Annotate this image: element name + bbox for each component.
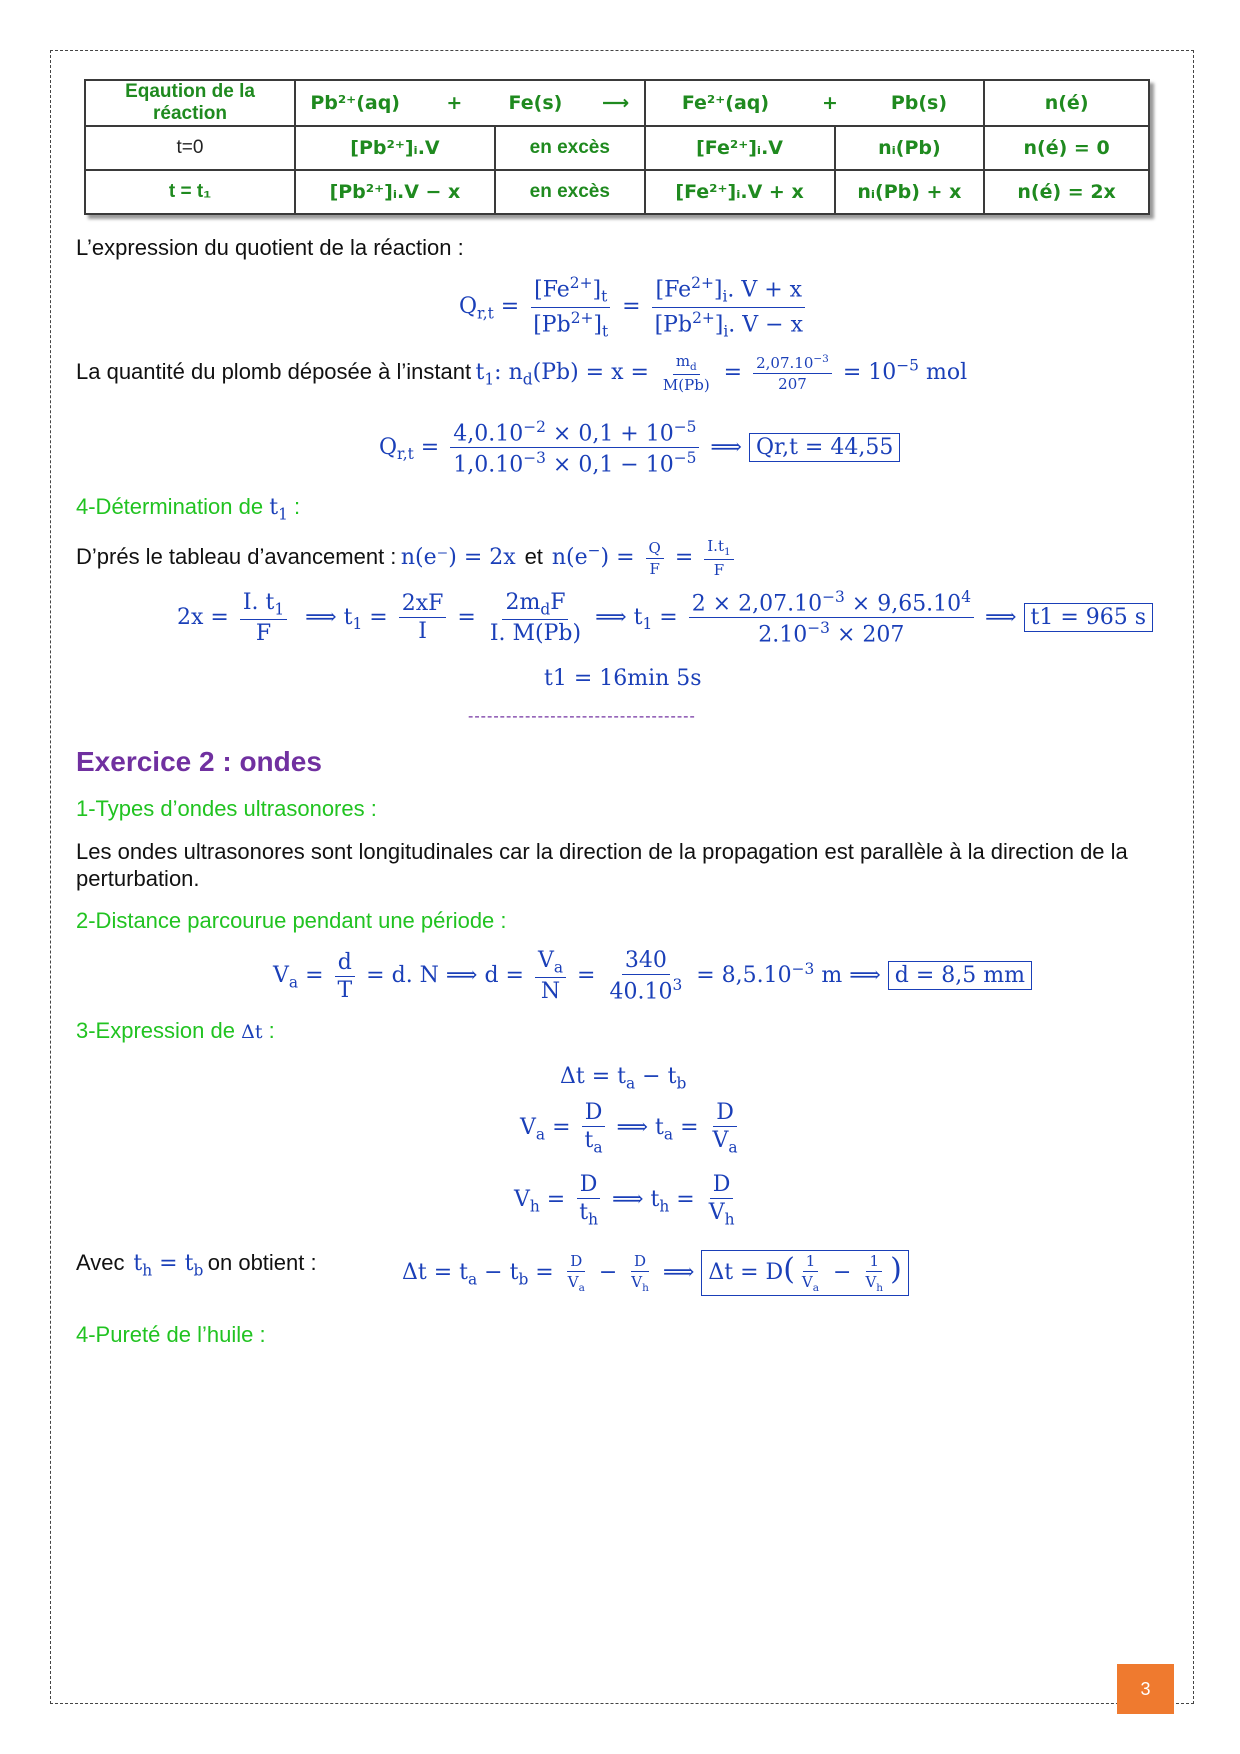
table-cell: [Pb²⁺]ᵢ.V − x xyxy=(295,170,495,214)
va-relation: $V_a$ = $\frac{D}{t_a}$ ⟹ $t_a$ = $\frac{D}{V_a}$ xyxy=(520,1100,738,1157)
table-cell: t = t₁ xyxy=(85,170,295,214)
table-cell: n(é) xyxy=(984,80,1149,126)
table-cell: n(é) = 0 xyxy=(984,126,1149,170)
table-cell: [Pb²⁺]ᵢ.V xyxy=(295,126,495,170)
nd-formula: $t_1$: $n_d(Pb) = x$ = $\frac{m_d}{M(Pb)}$ = $\frac{2,07.10^{-3}}{207}$ = $10^{-5}$ mol xyxy=(475,352,968,394)
t1-calc: 2x = $\frac{I. t_1}{F}$ ⟹ $t_1$ = $\frac{2xF}{I}$ = $\frac{2m_dF}{I. M(Pb)}$ ⟹ $t_1$ = $\frac{2 \times 2,07.10^{-3} \times 9,65.10^4}{2.10^{-3} \times 207}$ ⟹ t1 = 965 s xyxy=(177,588,1153,648)
types-body: Les ondes ultrasonores sont longitudinales car la direction de la propagation est parallèle à la direction de la perturbation. xyxy=(76,839,1128,891)
table-cell: [Fe²⁺]ᵢ.V + x xyxy=(645,170,835,214)
t1-heading: 4-Détermination de $t_1$ : xyxy=(76,494,301,524)
species-pb2: Pb²⁺(aq) xyxy=(310,92,400,114)
plus-sign: + xyxy=(821,92,838,114)
distance-calc: $V_a$ = $\frac{d}{T}$ = d. N ⟹ d = $\frac{V_a}{N}$ = $\frac{340}{40.10^3}$ = $8,5.10^{-3}$ m ⟹ d = 8,5 mm xyxy=(273,948,1032,1004)
species-fe2: Fe²⁺(aq) xyxy=(681,92,770,114)
species-pb: Pb(s) xyxy=(890,92,948,114)
plomb-line xyxy=(76,352,967,394)
reaction-table xyxy=(84,79,1150,215)
section-separator: ------------------------------------ xyxy=(468,708,696,725)
table-cell xyxy=(295,80,645,126)
table-cell: [Fe²⁺]ᵢ.V xyxy=(645,126,835,170)
qr-result-box: Qr,t = 44,55 xyxy=(749,433,900,462)
t1-heading-label: 4-Détermination de xyxy=(76,494,264,519)
quotient-intro: L’expression du quotient de la réaction : xyxy=(76,235,464,260)
et-word: et xyxy=(524,544,543,569)
table-cell xyxy=(645,80,985,126)
species-fe: Fe(s) xyxy=(508,92,563,114)
d-result-box: d = 8,5 mm xyxy=(888,961,1032,990)
quotient-formula: $Q_{r,t}$ = $\frac{[Fe^{2+}]_t}{[Pb^{2+}]_t}$ = $\frac{[Fe^{2+}]_i. V + x}{[Pb^{2+}]_i. V - x}$ xyxy=(459,274,810,340)
table-row xyxy=(85,126,1149,170)
types-heading: 1-Types d’ondes ultrasonores : xyxy=(76,796,377,821)
table-cell: t=0 xyxy=(85,126,295,170)
table-row xyxy=(85,170,1149,214)
table-cell: Eqaution de la réaction xyxy=(85,80,295,126)
qr-numeric: $Q_{r,t}$ = $\frac{4,0.10^{-2} \times 0,1 + 10^{-5}}{1,0.10^{-3} \times 0,1 - 10^{-5}}$ ⟹ Qr,t = 44,55 xyxy=(379,418,900,478)
table-cell: nᵢ(Pb) + x xyxy=(835,170,985,214)
plus-sign: + xyxy=(446,92,463,114)
plomb-intro: La quantité du plomb déposée à l’instant xyxy=(76,359,472,384)
delta-def: $\Delta t = t_a - t_b$ xyxy=(560,1064,687,1093)
arrow-icon: ⟶ xyxy=(602,92,630,114)
table-cell: nᵢ(Pb) xyxy=(835,126,985,170)
tableau-line xyxy=(76,537,738,579)
on-obtient: on obtient : xyxy=(207,1250,317,1275)
ne2-formula: n(e−) = $\frac{Q}{F}$ = $\frac{I.t_1}{F}$ xyxy=(552,545,738,570)
delta-heading-label: 3-Expression de xyxy=(76,1018,235,1043)
avec-line: Avec $t_h = t_b$ on obtient : xyxy=(76,1250,317,1280)
distance-heading: 2-Distance parcourue pendant une période : xyxy=(76,908,507,933)
table-row xyxy=(85,80,1149,126)
delta-result-line: $\Delta t = t_a - t_b$ = $\frac{D}{V_a}$ − $\frac{D}{V_h}$ ⟹ Δt = D( $\frac{1}{V_a}$ − $\frac{1}{V_h}$ ) xyxy=(402,1250,909,1296)
table-cell: en excès xyxy=(495,170,645,214)
t1-heading-colon: : xyxy=(294,494,301,519)
table-cell: n(é) = 2x xyxy=(984,170,1149,214)
exercise-title: Exercice 2 : ondes xyxy=(76,746,322,777)
avec-word: Avec xyxy=(76,1250,125,1275)
ne-formula: n(e⁻) = 2x xyxy=(400,545,516,570)
delta-heading-colon: : xyxy=(268,1018,275,1043)
delta-result-box: Δt = D( $\frac{1}{V_a}$ − $\frac{1}{V_h}$ ) xyxy=(701,1250,908,1296)
vh-relation: $V_h$ = $\frac{D}{t_h}$ ⟹ $t_h$ = $\frac{D}{V_h}$ xyxy=(514,1172,735,1229)
table-cell: en excès xyxy=(495,126,645,170)
purete-heading: 4-Pureté de l’huile : xyxy=(76,1322,266,1347)
tableau-intro: D’prés le tableau d’avancement : xyxy=(76,544,397,569)
t1-result-box: t1 = 965 s xyxy=(1024,603,1154,632)
page-number: 3 xyxy=(1117,1664,1174,1714)
t1-minutes: t1 = 16min 5s xyxy=(544,666,702,691)
delta-heading: 3-Expression de Δt : xyxy=(76,1018,275,1043)
